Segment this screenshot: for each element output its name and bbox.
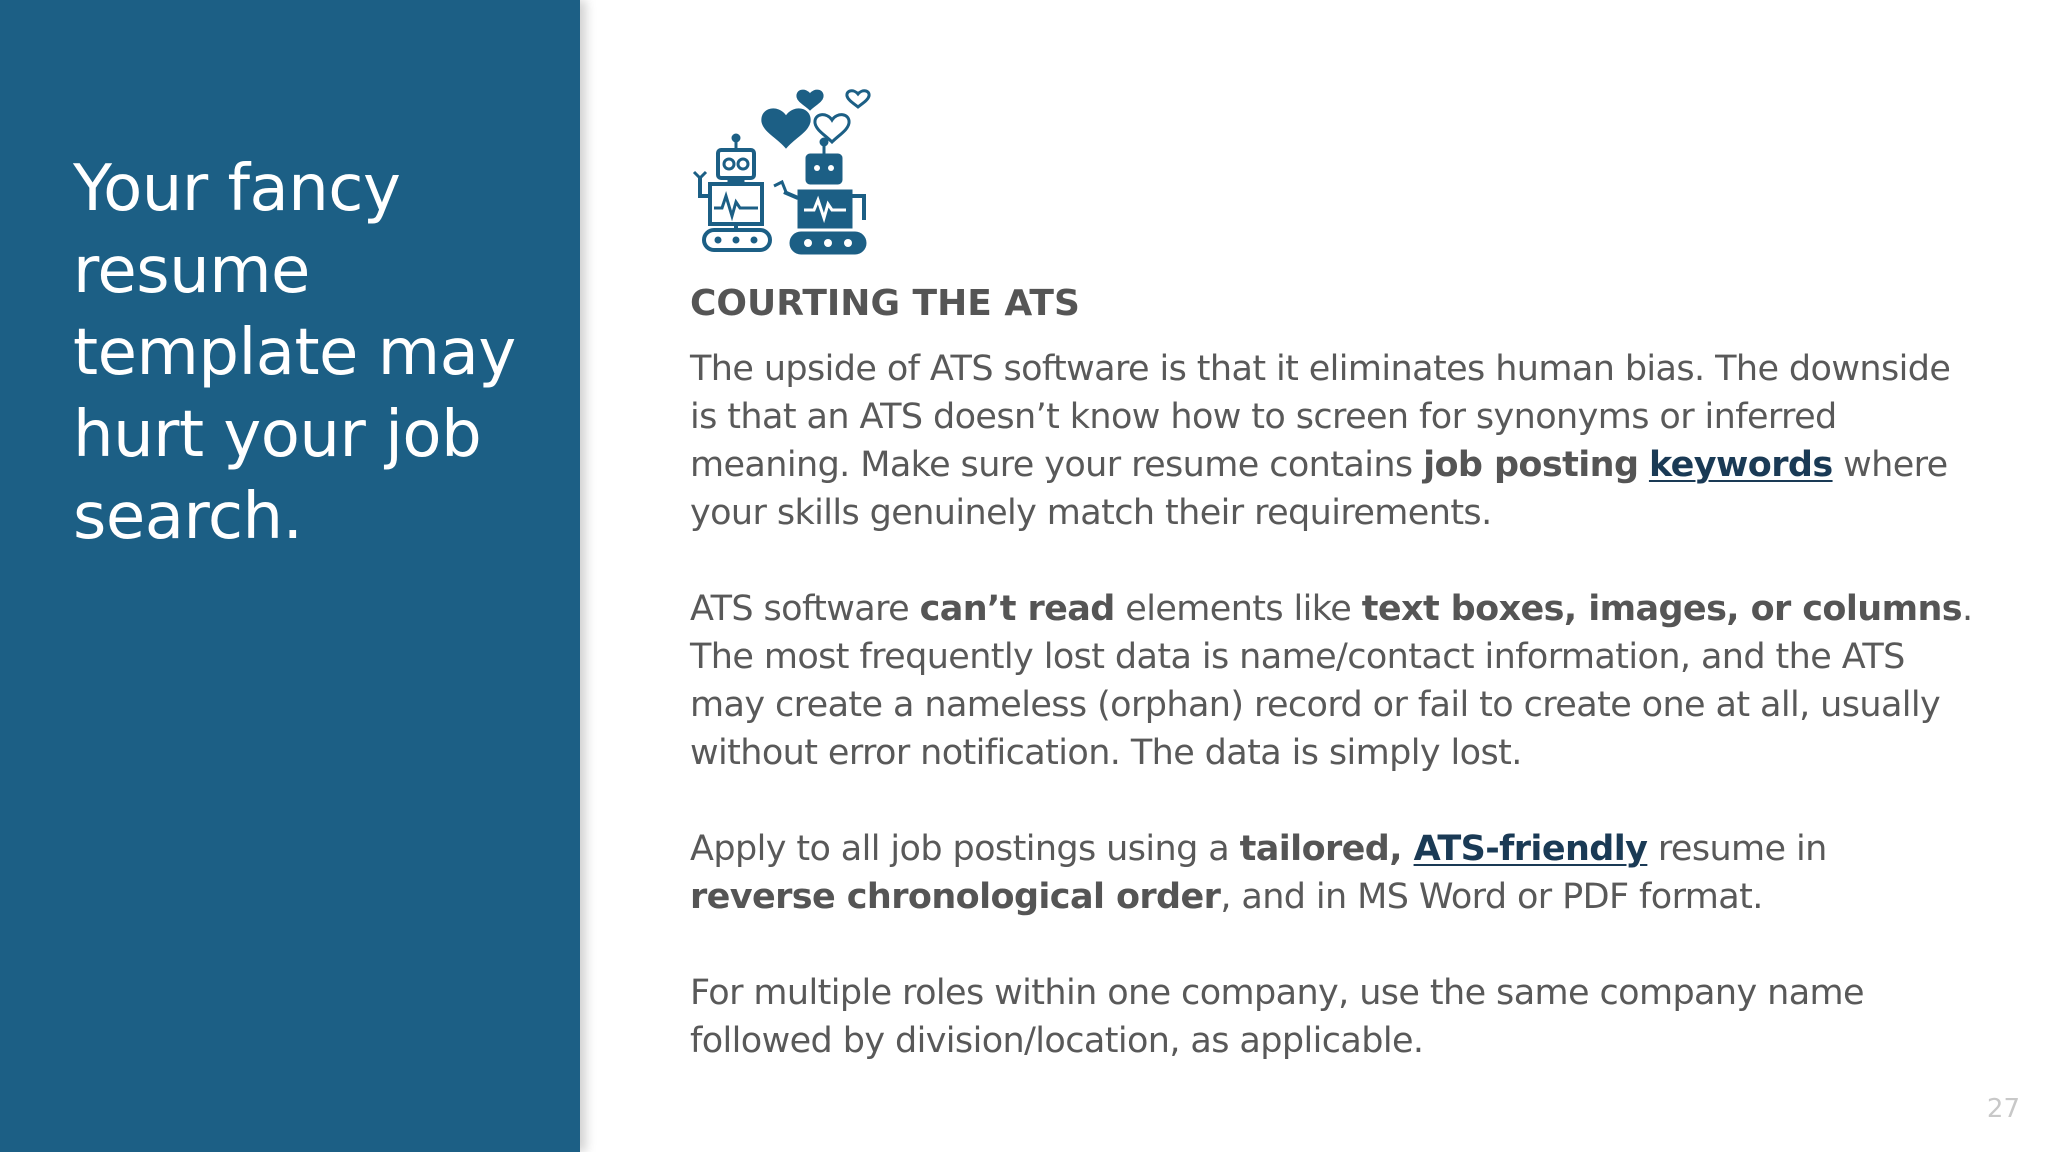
page-number: 27 [1986,1094,2020,1124]
p2-text-3: . The most frequently lost data is name/contact information, and the ATS may create a nameless (orphan) record or fail to create one at all, usually without error notification. The data is simply lost. [690,589,1973,773]
body-text [690,345,1980,1113]
p3-text-3: , and in MS Word or PDF format. [1220,877,1763,917]
left-panel [0,0,580,1152]
p1-space [1638,445,1649,485]
p3-bold-tailored: tailored, [1239,829,1414,869]
p2-bold-cant-read: can’t read [919,589,1115,629]
p2-text-1: ATS software [690,589,920,629]
p1-text-2: where your skills genuinely match their requirements. [690,445,1948,533]
keywords-link[interactable]: keywords [1648,445,1833,485]
paragraph-multiple-roles [690,969,1980,1065]
p1-text-1: The upside of ATS software is that it eliminates human bias. The downside is that an ATS doesn’t know how to screen for synonyms or inferred meaning. Make sure your resume contains [690,349,1951,485]
p1-bold-job-posting: job posting [1423,445,1639,485]
paragraph-cant-read [690,585,1980,777]
p3-text-1: Apply to all job postings using a [690,829,1240,869]
slide-headline: Your fancy resume template may hurt your job search. [73,152,516,554]
p2-text-2: elements like [1114,589,1362,629]
p2-bold-elements: text boxes, images, or columns [1361,589,1962,629]
section-title: COURTING THE ATS [690,283,1080,324]
p3-text-2: resume in [1647,829,1827,869]
paragraph-apply [690,825,1980,921]
robots-in-love-icon [686,86,902,258]
paragraph-keywords [690,345,1980,537]
p4-text-1: For multiple roles within one company, use the same company name followed by division/location, as applicable. [690,973,1864,1061]
p3-bold-reverse-chronological: reverse chronological order [690,877,1221,917]
ats-friendly-link[interactable]: ATS-friendly [1413,829,1648,869]
